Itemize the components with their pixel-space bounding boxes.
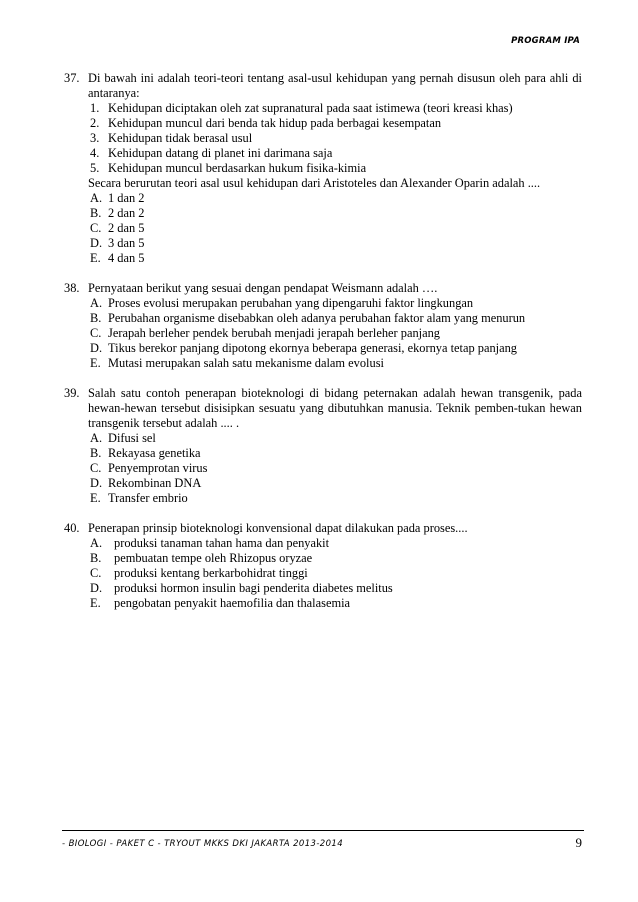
question-prompt: Secara berurutan teori asal usul kehidupan dari Aristoteles dan Alexander Oparin adalah .... [88, 176, 541, 190]
option-label: B. [90, 446, 102, 460]
statement-label: 1. [90, 101, 100, 115]
statement-item [64, 161, 582, 176]
statement-item [64, 101, 582, 116]
option-label: B. [90, 551, 102, 565]
option-label: A. [90, 536, 103, 550]
option-text: produksi hormon insulin bagi penderita diabetes melitus [114, 581, 393, 595]
answer-option [64, 596, 582, 611]
answer-option [64, 536, 582, 551]
answer-option [64, 191, 582, 206]
answer-option [64, 296, 582, 311]
program-header: PROGRAM IPA [511, 36, 580, 46]
statement-item [64, 146, 582, 161]
option-text: pengobatan penyakit haemofilia dan thalasemia [114, 596, 351, 610]
question-number: 39. [64, 386, 80, 400]
answer-option [64, 311, 582, 326]
option-text: 2 dan 2 [108, 206, 145, 220]
question-40 [64, 521, 582, 611]
option-text: Jerapah berleher pendek berubah menjadi jerapah berleher panjang [108, 326, 440, 340]
statement-item [64, 131, 582, 146]
answer-option [64, 491, 582, 506]
question-39 [64, 386, 582, 506]
option-label: D. [90, 236, 103, 250]
option-text: Penyemprotan virus [108, 461, 208, 475]
option-label: D. [90, 581, 103, 595]
question-number: 37. [64, 71, 80, 85]
option-text: 1 dan 2 [108, 191, 145, 205]
option-label: E. [90, 491, 101, 505]
option-text: 4 dan 5 [108, 251, 145, 265]
option-label: B. [90, 311, 102, 325]
statement-text: Kehidupan diciptakan oleh zat supranatural pada saat istimewa (teori kreasi khas) [108, 101, 513, 115]
answer-option [64, 581, 582, 596]
answer-option [64, 236, 582, 251]
question-number: 40. [64, 521, 80, 535]
option-label: D. [90, 476, 103, 490]
answer-option [64, 551, 582, 566]
option-label: E. [90, 251, 101, 265]
question-38 [64, 281, 582, 371]
option-text: produksi kentang berkarbohidrat tinggi [114, 566, 308, 580]
option-label: A. [90, 431, 103, 445]
option-text: produksi tanaman tahan hama dan penyakit [114, 536, 330, 550]
option-text: pembuatan tempe oleh Rhizopus oryzae [114, 551, 313, 565]
question-37 [64, 71, 582, 266]
answer-option [64, 356, 582, 371]
option-label: A. [90, 191, 103, 205]
page-number: 9 [575, 835, 582, 850]
statement-label: 4. [90, 146, 100, 160]
option-text: Tikus berekor panjang dipotong ekornya beberapa generasi, ekornya tetap panjang [108, 341, 517, 355]
statement-text: Kehidupan muncul dari benda tak hidup pada berbagai kesempatan [108, 116, 442, 130]
statement-label: 2. [90, 116, 100, 130]
footer-divider [62, 830, 584, 831]
option-text: 2 dan 5 [108, 221, 145, 235]
answer-option [64, 461, 582, 476]
option-text: Proses evolusi merupakan perubahan yang dipengaruhi faktor lingkungan [108, 296, 474, 310]
answer-option [64, 431, 582, 446]
question-stem: Penerapan prinsip bioteknologi konvensional dapat dilakukan pada proses.... [88, 521, 468, 535]
option-label: C. [90, 221, 102, 235]
statement-text: Kehidupan datang di planet ini darimana saja [108, 146, 333, 160]
question-number: 38. [64, 281, 80, 295]
question-list [64, 71, 582, 626]
option-text: Difusi sel [108, 431, 156, 445]
answer-option [64, 251, 582, 266]
option-label: C. [90, 566, 102, 580]
option-text: 3 dan 5 [108, 236, 145, 250]
question-stem: Di bawah ini adalah teori-teori tentang asal-usul kehidupan yang pernah disusun oleh para ahli di antaranya: [88, 71, 582, 100]
option-text: Rekayasa genetika [108, 446, 201, 460]
option-label: C. [90, 326, 102, 340]
answer-option [64, 206, 582, 221]
answer-option [64, 446, 582, 461]
answer-option [64, 476, 582, 491]
option-label: B. [90, 206, 102, 220]
option-label: D. [90, 341, 103, 355]
statement-item [64, 116, 582, 131]
option-label: C. [90, 461, 102, 475]
question-stem: Salah satu contoh penerapan bioteknologi di bidang peternakan adalah hewan transgenik, pada hewan-hewan tersebut disisipkan sesuatu yang dibutuhkan manusia. Teknik pemben-tukan hewan transgenik tersebut adalah .... . [88, 386, 582, 430]
statement-label: 5. [90, 161, 100, 175]
statement-text: Kehidupan tidak berasal usul [108, 131, 253, 145]
footer-text: - BIOLOGI - PAKET C - TRYOUT MKKS DKI JAKARTA 2013-2014 [62, 839, 344, 849]
question-stem: Pernyataan berikut yang sesuai dengan pendapat Weismann adalah …. [88, 281, 438, 295]
option-label: E. [90, 596, 101, 610]
answer-option [64, 341, 582, 356]
answer-option [64, 566, 582, 581]
option-text: Mutasi merupakan salah satu mekanisme dalam evolusi [108, 356, 384, 370]
statement-text: Kehidupan muncul berdasarkan hukum fisika-kimia [108, 161, 367, 175]
option-text: Perubahan organisme disebabkan oleh adanya perubahan faktor alam yang menurun [108, 311, 526, 325]
option-text: Transfer embrio [108, 491, 188, 505]
statement-label: 3. [90, 131, 100, 145]
answer-option [64, 326, 582, 341]
option-label: E. [90, 356, 101, 370]
option-text: Rekombinan DNA [108, 476, 202, 490]
option-label: A. [90, 296, 103, 310]
answer-option [64, 221, 582, 236]
